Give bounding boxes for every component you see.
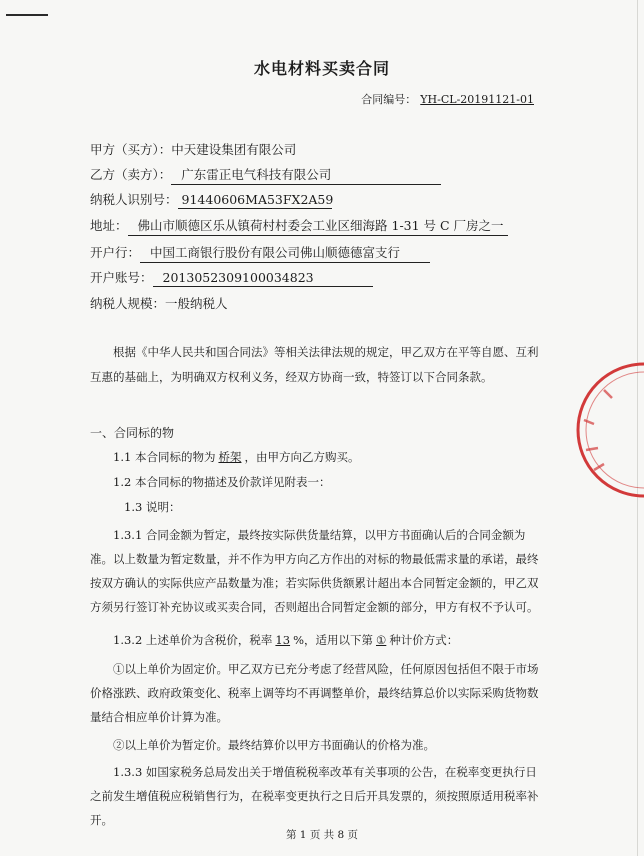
seal-outer-ring — [578, 364, 644, 496]
clause-1-3-1: 1.3.1 合同金额为暂定，最终按实际供货量结算，以甲方书面确认后的合同金额为准。以上数量为暂定数量，并不作为甲方向乙方作出的对标的物最低需求量的承诺，最终按双方确认的实际供应产品数量为准；若实际供货额累计超出本合同暂定金额的，甲乙双方须另行签订补充协议或买卖合同，否则超出合同暂定金额的部分，甲方有权不予认可。 — [90, 528, 539, 614]
taxid-value: 91440606MA53FX2A59 — [178, 192, 332, 209]
taxpayer-type-row — [90, 294, 228, 312]
taxid-row — [90, 190, 332, 209]
seller-row — [90, 165, 441, 185]
taxid-label: 纳税人识别号： — [90, 192, 178, 207]
pricing-option-2: ②以上单价为暂定价。最终结算价以甲方书面确认的价格为准。 — [113, 738, 435, 752]
taxpayer-type-value: 一般纳税人 — [165, 296, 228, 311]
bank-label: 开户行： — [90, 245, 141, 260]
taxpayer-type-label: 纳税人规模： — [90, 296, 166, 311]
address-label: 地址： — [90, 218, 128, 233]
pricing-option-1: ①以上单价为固定价。甲乙双方已充分考虑了经营风险，任何原因包括但不限于市场价格涨跌、政府政策变化、税率上调等均不再调整单价，最终结算总价以实际采购货物数量结合相应单价计算为准。 — [90, 662, 539, 724]
clause-1-1 — [113, 449, 359, 465]
company-seal-stamp — [574, 360, 644, 500]
section-1-heading: 一、合同标的物 — [90, 426, 175, 440]
account-row — [90, 268, 373, 287]
address-row — [90, 216, 508, 236]
account-value: 2013052309100034823 — [153, 270, 373, 287]
account-label: 开户账号： — [90, 270, 153, 285]
clause-1-3-2-mid: %，适用以下第 — [293, 633, 373, 647]
clause-1-3-3: 1.3.3 如国家税务总局发出关于增值税税率改革有关事项的公告，在税率变更执行日之前发生增值税应税销售行为，在税率变更执行之日后开具发票的，须按照原适用税率补开。 — [90, 765, 539, 827]
clause-1-3-2 — [113, 632, 458, 648]
clause-1-3-2-suffix: 种计价方式： — [389, 633, 459, 647]
document-title: 水电材料买卖合同 — [253, 59, 390, 78]
address-value: 佛山市顺德区乐从镇荷村村委会工业区细海路 1-31 号 C 厂房之一 — [128, 216, 508, 236]
clause-1-2: 1.2 本合同标的物描述及价款详见附表一： — [113, 475, 331, 489]
preamble: 根据《中华人民共和国合同法》等相关法律法规的规定，甲乙双方在平等自愿、互利互惠的基础上，为明确双方权利义务，经双方协商一致，特签订以下合同条款。 — [90, 345, 539, 384]
corner-mark — [6, 14, 48, 16]
buyer-row — [90, 140, 296, 158]
bank-row — [90, 243, 430, 263]
clause-1-1-prefix: 1.1 本合同标的物为 — [113, 450, 216, 464]
clause-1-3-2-prefix: 1.3.2 上述单价为含税价，税率 — [113, 633, 273, 647]
buyer-value: 中天建设集团有限公司 — [171, 142, 297, 157]
contract-number — [361, 91, 534, 107]
pricing-choice: ① — [376, 633, 387, 647]
seal-glyph-fragments — [584, 390, 612, 470]
seller-value: 广东雷正电气科技有限公司 — [171, 165, 441, 185]
contract-number-label: 合同编号： — [361, 93, 417, 106]
seller-label: 乙方（卖方）： — [90, 167, 172, 182]
clause-1-1-suffix: ，由甲方向乙方购买。 — [244, 450, 360, 464]
buyer-label: 甲方（买方）： — [90, 142, 172, 157]
clause-1-3: 1.3 说明： — [124, 500, 181, 514]
contract-number-value: YH-CL-20191121-01 — [420, 93, 534, 106]
page-number: 第 1 页 共 8 页 — [285, 829, 359, 841]
tax-rate: 13 — [275, 633, 291, 647]
subject-item: 桥架 — [218, 450, 242, 464]
bank-value: 中国工商银行股份有限公司佛山顺德德富支行 — [140, 243, 430, 263]
